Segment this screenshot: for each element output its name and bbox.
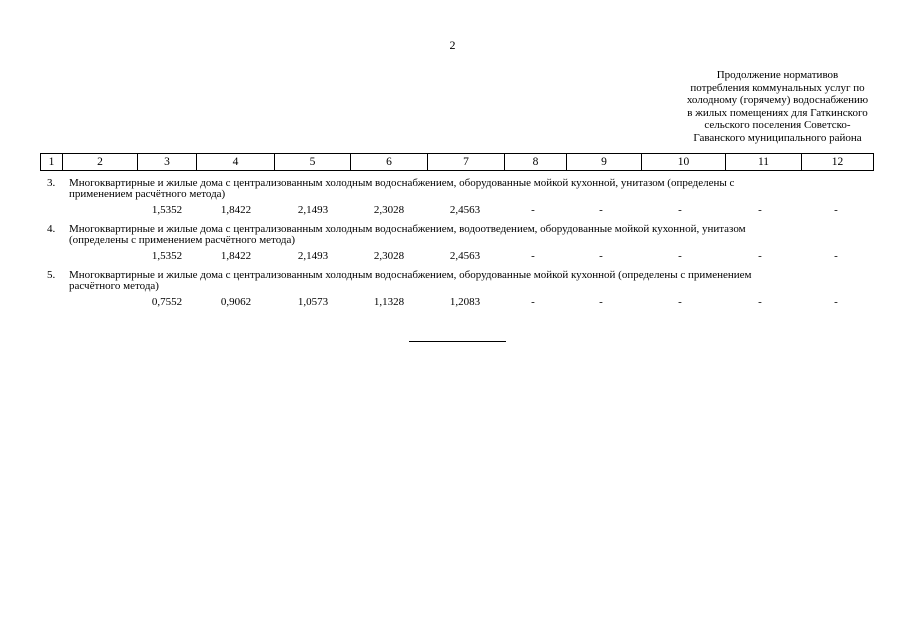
caption-line: Продолжение нормативов xyxy=(716,69,839,81)
row-description-line: расчётного метода) xyxy=(69,279,159,292)
value-cell: 2,3028 xyxy=(373,250,405,262)
norm-row xyxy=(40,224,880,270)
row-number: 3. xyxy=(47,177,56,189)
value-cell: 1,1328 xyxy=(373,296,405,308)
caption-line: холодному (горячему) водоснабжению xyxy=(686,94,869,107)
row-values xyxy=(40,294,880,311)
value-cell: 0,9062 xyxy=(220,296,252,308)
column-number-cell: 2 xyxy=(63,154,138,171)
header-row xyxy=(41,154,874,171)
value-cell: 1,8422 xyxy=(220,250,252,262)
value-cell: 1,5352 xyxy=(151,204,183,216)
column-number-header xyxy=(40,153,874,171)
row-number: 4. xyxy=(47,223,56,235)
value-cell: 1,8422 xyxy=(220,204,252,216)
row-values xyxy=(40,202,880,219)
value-cell: - xyxy=(834,250,838,262)
norm-row xyxy=(40,270,880,316)
value-cell: - xyxy=(599,250,603,262)
end-divider xyxy=(409,341,506,342)
norm-row xyxy=(40,178,880,224)
caption-line: сельского поселения Советско- xyxy=(704,119,851,132)
value-cell: - xyxy=(758,250,762,262)
row-description xyxy=(40,270,880,291)
value-cell: - xyxy=(531,250,535,262)
row-description-line: применением расчётного метода) xyxy=(69,187,226,200)
value-cell: 1,0573 xyxy=(297,296,329,308)
document-caption xyxy=(640,69,905,145)
row-description-line: Многоквартирные и жилые дома с централизованным холодным водоснабжением, водоотведением, оборудованные мойкой кухонной, унитазом xyxy=(69,223,746,235)
value-cell: - xyxy=(834,204,838,216)
value-cell: - xyxy=(758,296,762,308)
row-description-line: Многоквартирные и жилые дома с централизованным холодным водоснабжением, оборудованные мойкой кухонной (определены с применением xyxy=(69,269,752,281)
value-cell: 0,7552 xyxy=(151,296,183,308)
value-cell: - xyxy=(599,296,603,308)
column-number-cell: 11 xyxy=(726,154,802,171)
value-cell: 2,4563 xyxy=(449,250,481,262)
row-description xyxy=(40,224,880,245)
norm-rows xyxy=(40,178,880,316)
value-cell: 1,2083 xyxy=(449,296,481,308)
row-description-line: (определены с применением расчётного метода) xyxy=(69,233,296,246)
column-number-cell: 12 xyxy=(802,154,874,171)
column-number-cell: 9 xyxy=(567,154,642,171)
value-cell: 2,4563 xyxy=(449,204,481,216)
value-cell: - xyxy=(678,296,682,308)
value-cell: - xyxy=(834,296,838,308)
column-number-cell: 3 xyxy=(138,154,197,171)
column-number-cell: 8 xyxy=(505,154,567,171)
value-cell: - xyxy=(678,250,682,262)
value-cell: - xyxy=(758,204,762,216)
caption-line: Гаванского муниципального района xyxy=(693,131,862,144)
column-number-cell: 1 xyxy=(41,154,63,171)
column-number-cell: 7 xyxy=(428,154,505,171)
value-cell: - xyxy=(678,204,682,216)
page-number: 2 xyxy=(449,38,456,52)
value-cell: 2,1493 xyxy=(297,250,329,262)
row-description xyxy=(40,178,880,199)
column-number-cell: 4 xyxy=(197,154,275,171)
value-cell: - xyxy=(599,204,603,216)
row-number: 5. xyxy=(47,269,56,281)
value-cell: - xyxy=(531,296,535,308)
column-number-cell: 6 xyxy=(351,154,428,171)
row-description-line: Многоквартирные и жилые дома с централизованным холодным водоснабжением, оборудованные мойкой кухонной, унитазом (определены с xyxy=(69,177,735,189)
value-cell: 1,5352 xyxy=(151,250,183,262)
value-cell: 2,1493 xyxy=(297,204,329,216)
value-cell: 2,3028 xyxy=(373,204,405,216)
caption-line: в жилых помещениях для Гаткинского xyxy=(687,106,868,119)
caption-line: потребления коммунальных услуг по xyxy=(690,81,865,94)
column-number-cell: 5 xyxy=(275,154,351,171)
value-cell: - xyxy=(531,204,535,216)
column-number-cell: 10 xyxy=(642,154,726,171)
row-values xyxy=(40,248,880,265)
